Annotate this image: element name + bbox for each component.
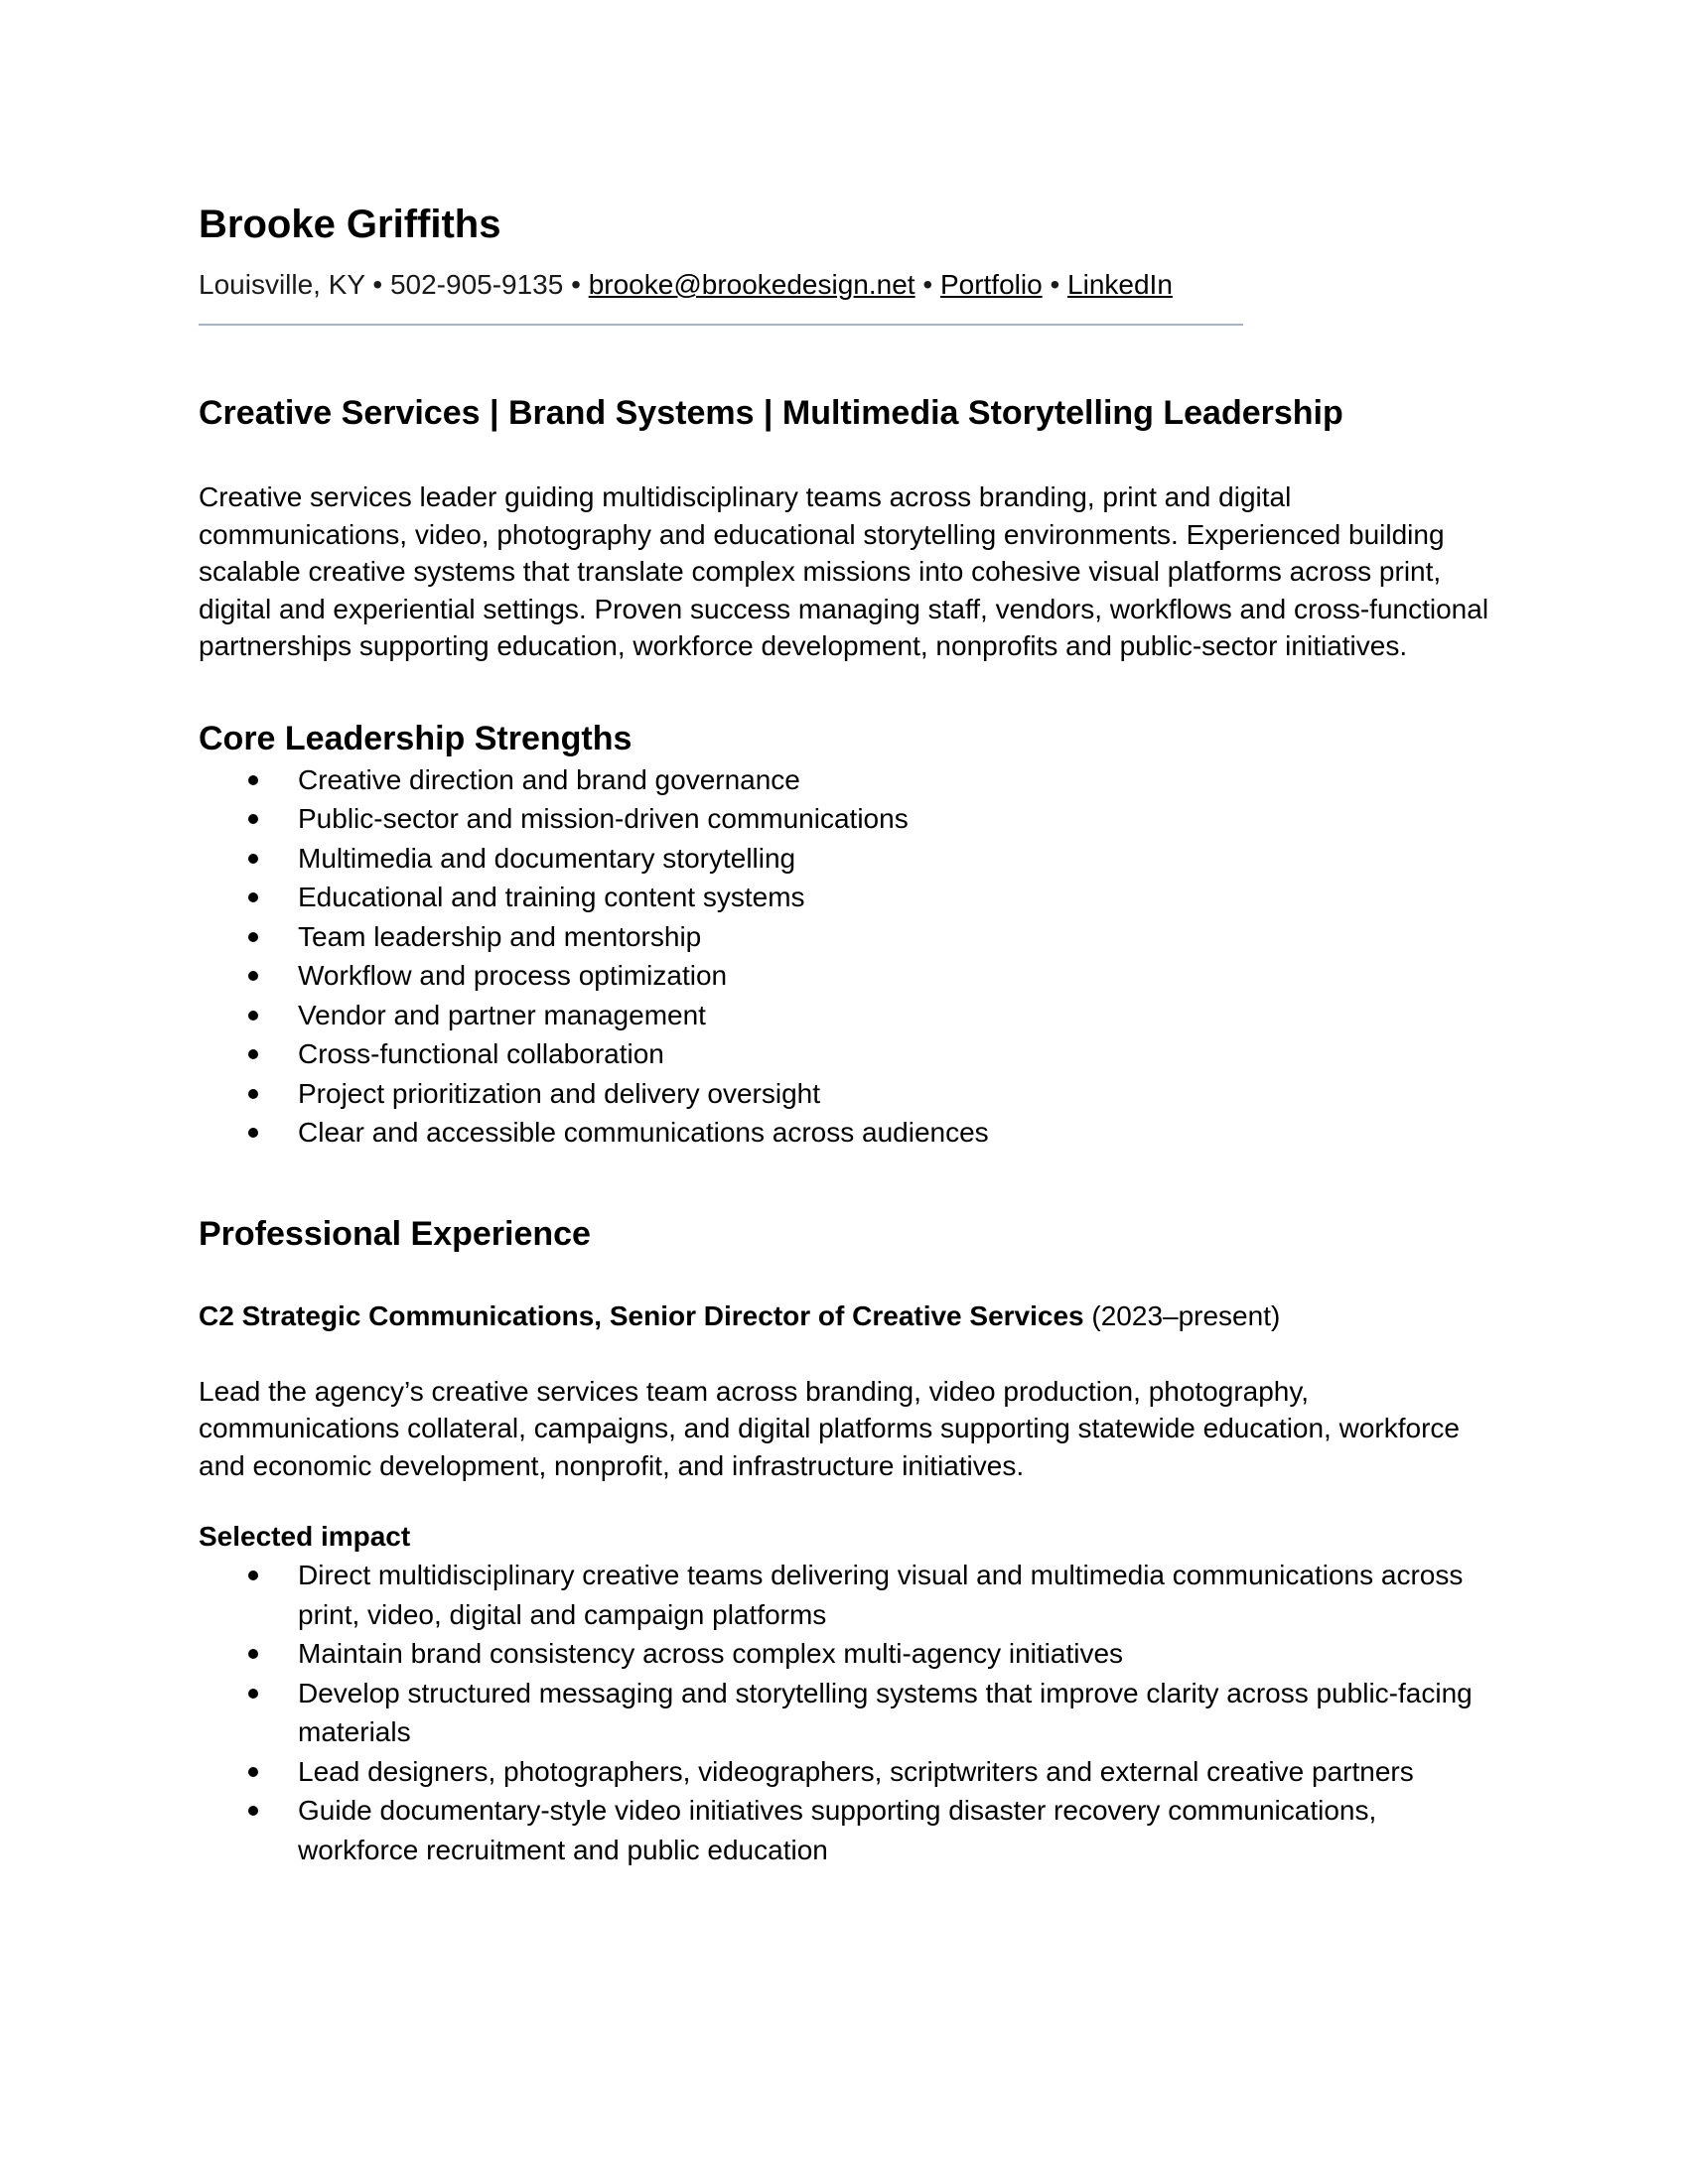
list-item <box>199 1113 1489 1153</box>
list-item-text: Direct multidisciplinary creative teams delivering visual and multimedia communications across print, video, digital and campaign platforms <box>298 1560 1464 1630</box>
list-item-text: Multimedia and documentary storytelling <box>298 842 796 874</box>
bullet-icon <box>248 1806 258 1816</box>
phone-number: 502-905-9135 <box>389 269 564 300</box>
list-item-text: Clear and accessible communications across audiences <box>298 1117 989 1148</box>
bullet-icon <box>248 971 258 981</box>
list-item <box>199 996 1489 1035</box>
resume-page <box>199 199 1489 1869</box>
separator: • <box>364 269 390 300</box>
bullet-icon <box>248 1570 258 1580</box>
list-item-text: Project prioritization and delivery oversight <box>298 1077 821 1109</box>
bullet-icon <box>248 775 258 785</box>
separator: • <box>563 269 589 300</box>
email-link[interactable]: brooke@brookedesign.net <box>588 269 915 300</box>
list-item <box>199 1034 1489 1074</box>
candidate-name: Brooke Griffiths <box>199 203 501 246</box>
portfolio-link[interactable]: Portfolio <box>939 269 1043 300</box>
section-title-experience: Professional Experience <box>199 1214 591 1253</box>
list-item-text: Vendor and partner management <box>298 999 706 1030</box>
bullet-icon <box>248 932 258 942</box>
strengths-list <box>199 760 1489 1153</box>
list-item-text: Team leadership and mentorship <box>298 920 702 952</box>
job-dates: (2023–present) <box>1083 1299 1281 1331</box>
location: Louisville, KY <box>199 269 365 300</box>
separator: • <box>914 269 940 300</box>
bullet-icon <box>248 1049 258 1059</box>
list-item-text: Guide documentary-style video initiatives supporting disaster recovery communications, workforce recruitment and public education <box>298 1795 1377 1865</box>
bullet-icon <box>248 854 258 864</box>
bullet-icon <box>248 814 258 824</box>
list-item-text: Develop structured messaging and storytelling systems that improve clarity across public-facing materials <box>298 1677 1473 1747</box>
headline: Creative Services | Brand Systems | Multimedia Storytelling Leadership <box>199 394 1343 432</box>
list-item <box>199 1674 1489 1752</box>
list-item <box>199 878 1489 917</box>
impact-list <box>199 1556 1489 1869</box>
contact-line <box>199 266 1489 304</box>
linkedin-link[interactable]: LinkedIn <box>1067 269 1173 300</box>
list-item <box>199 1634 1489 1674</box>
list-item-text: Creative direction and brand governance <box>298 763 800 795</box>
list-item-text: Educational and training content systems <box>298 882 805 912</box>
summary-paragraph: Creative services leader guiding multidisciplinary teams across branding, print and digital communications, video, photography and educational storytelling environments. Experienced building scalable creative systems that translate complex missions into cohesive visual platforms across print, digital and experiential settings. Proven success managing staff, vendors, workflows and cross-functional partnerships supporting education, workforce development, nonprofits and public-sector initiatives. <box>199 481 1489 661</box>
job-title: C2 Strategic Communications, Senior Director of Creative Services <box>199 1299 1084 1331</box>
bullet-icon <box>248 1011 258 1021</box>
list-item-text: Workflow and process optimization <box>298 960 728 991</box>
list-item <box>199 917 1489 957</box>
job-description: Lead the agency’s creative services team across branding, video production, photography, communications collateral, campaigns, and digital platforms supporting statewide education, workforce and economic development, nonprofit, and infrastructure initiatives. <box>199 1375 1460 1481</box>
list-item-text: Lead designers, photographers, videographers, scriptwriters and external creative partners <box>298 1755 1414 1787</box>
job-heading <box>199 1297 1489 1335</box>
bullet-icon <box>248 1767 258 1777</box>
header-divider <box>199 324 1243 326</box>
bullet-icon <box>248 1089 258 1099</box>
list-item <box>199 1074 1489 1114</box>
list-item <box>199 1752 1489 1792</box>
list-item <box>199 1791 1489 1869</box>
list-item-text: Public-sector and mission-driven communications <box>298 803 909 834</box>
list-item <box>199 1556 1489 1634</box>
section-title-strengths: Core Leadership Strengths <box>199 719 633 757</box>
separator: • <box>1042 269 1068 300</box>
list-item <box>199 799 1489 839</box>
list-item <box>199 760 1489 800</box>
bullet-icon <box>248 1649 258 1659</box>
bullet-icon <box>248 1128 258 1138</box>
impact-subheading: Selected impact <box>199 1521 411 1552</box>
list-item-text: Cross-functional collaboration <box>298 1038 664 1069</box>
bullet-icon <box>248 892 258 902</box>
list-item <box>199 956 1489 996</box>
list-item <box>199 839 1489 879</box>
bullet-icon <box>248 1689 258 1699</box>
list-item-text: Maintain brand consistency across complex multi-agency initiatives <box>298 1638 1124 1669</box>
